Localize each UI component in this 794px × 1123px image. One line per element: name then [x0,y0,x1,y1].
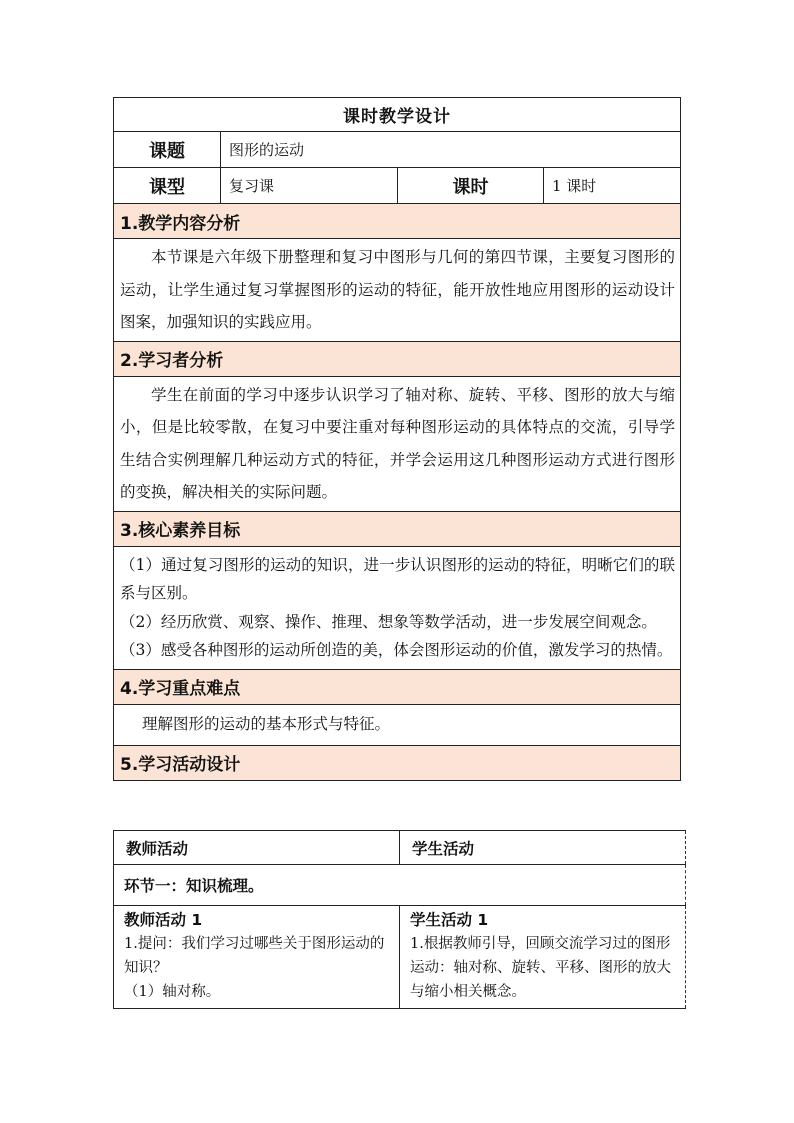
activity-design-table [113,830,686,1009]
content-analysis-paragraph: 本节课是六年级下册整理和复习中图形与几何的第四节课，主要复习图形的运动，让学生通过复习掌握图形的运动的特征，能开放性地应用图形的运动设计图案，加强知识的实践应用。 [120,248,675,331]
section-title-learner-analysis: 2.学习者分析 [114,341,681,376]
hours-label: 课时 [398,168,544,204]
step-one-title: 环节一：知识梳理。 [114,865,686,906]
activity-design-table-wrapper [113,830,688,1009]
section-title-core-goals: 3.核心素养目标 [114,511,681,546]
student-activity-1 [400,906,686,1009]
student-activity-1-text: 1.根据教师引导，回顾交流学习过的图形运动：轴对称、旋转、平移、图形的放大与缩小相关概念。 [410,936,671,1000]
type-value: 复习课 [221,168,398,204]
teacher-activity-1-line: （1）轴对称。 [124,984,221,1000]
core-goals-list [114,546,681,669]
key-points-text [114,704,681,745]
goal-item: （2）经历欣赏、观察、操作、推理、想象等数学活动，进一步发展空间观念。 [120,612,657,631]
learner-analysis-text [114,376,681,511]
teacher-activity-1-title: 教师活动 1 [124,911,203,929]
document-title: 课时教学设计 [114,98,681,132]
topic-value: 图形的运动 [221,132,681,168]
lesson-plan-table [113,97,681,781]
section-title-key-points: 4.学习重点难点 [114,669,681,704]
teacher-activity-1 [114,906,400,1009]
teacher-activity-1-line: 1.提问：我们学习过哪些关于图形运动的知识？ [124,936,385,976]
type-label: 课型 [114,168,221,204]
section-title-content-analysis: 1.教学内容分析 [114,204,681,239]
topic-label: 课题 [114,132,221,168]
goal-item: （3）感受各种图形的运动所创造的美，体会图形运动的价值，激发学习的热情。 [120,641,673,659]
lesson-plan-page [113,97,680,1000]
hours-value: 1 课时 [544,168,681,204]
student-activity-1-title: 学生活动 1 [410,911,489,929]
section-title-activity-design: 5.学习活动设计 [114,745,681,780]
goal-item: （1）通过复习图形的运动的知识，进一步认识图形的运动的特征，明晰它们的联系与区别。 [120,555,675,602]
learner-analysis-paragraph: 学生在前面的学习中逐步认识学习了轴对称、旋转、平移、图形的放大与缩小，但是比较零散，在复习中要注重对每种图形运动的具体特点的交流，引导学生结合实例理解几种运动方式的特征，并学会运用这几种图形运动方式进行图形的变换，解决相关的实际问题。 [120,385,675,501]
key-points-paragraph: 理解图形的运动的基本形式与特征。 [142,715,391,734]
teacher-activity-header: 教师活动 [114,831,400,865]
student-activity-header: 学生活动 [400,831,686,865]
content-analysis-text [114,239,681,342]
